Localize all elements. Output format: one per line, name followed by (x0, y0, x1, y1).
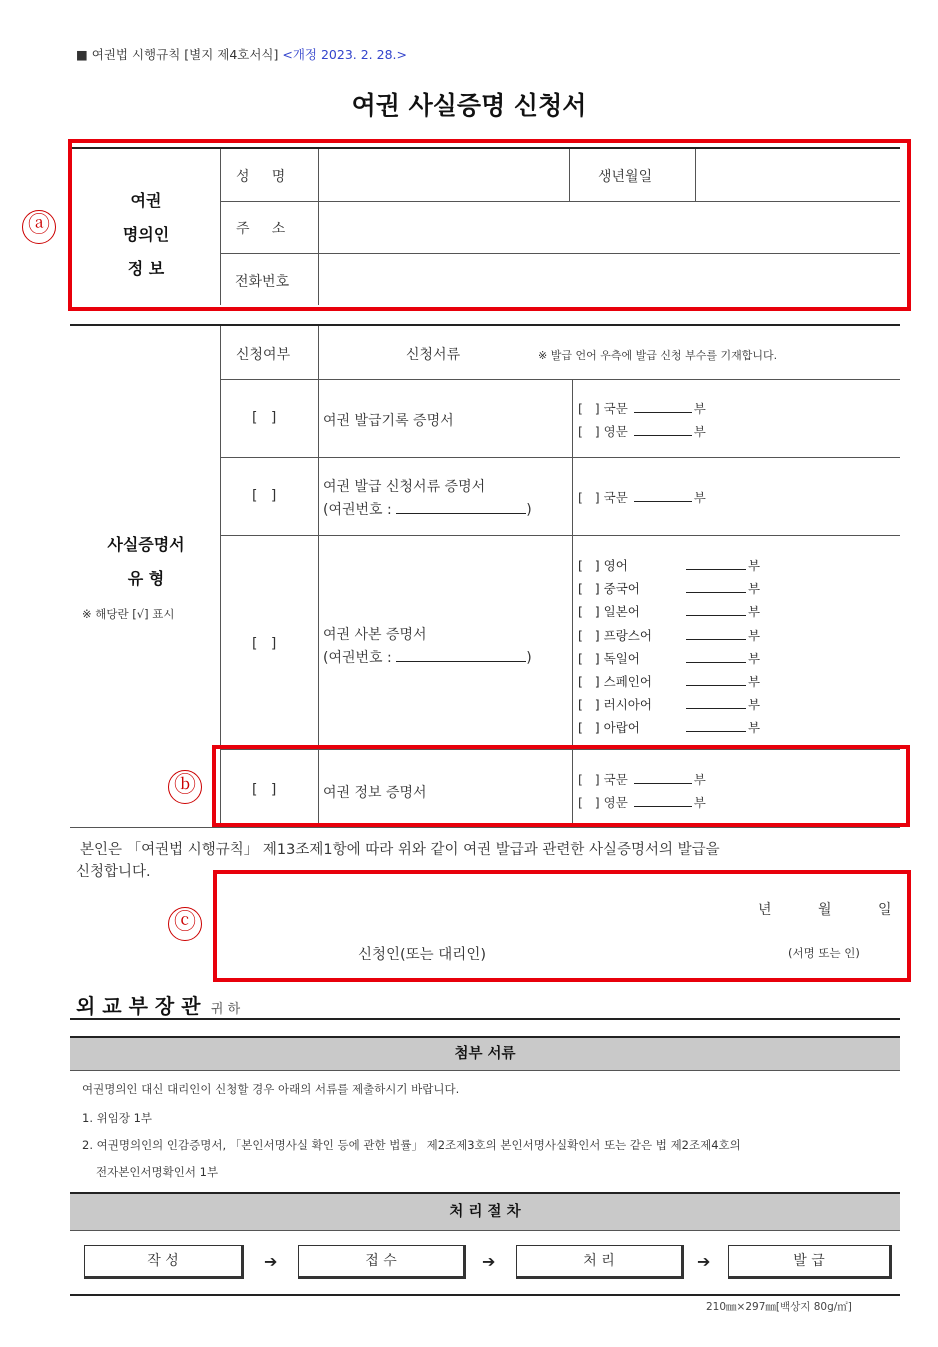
birthdate-label: 생년월일 (598, 169, 653, 185)
marker-b: ⓑ (168, 770, 202, 804)
type-label-line: 사실증명서 (107, 535, 185, 554)
marker-a: ⓐ (22, 210, 56, 244)
step-receive: 접 수 (298, 1245, 466, 1279)
copies-unit: 부 (693, 795, 706, 810)
language-label: [ ] 아랍어 (578, 720, 640, 736)
row-rule (220, 535, 900, 536)
language-label: [ ] 중국어 (578, 581, 640, 597)
apply-checkbox[interactable]: [ ] (252, 636, 277, 652)
form-title: 여권 사실증명 신청서 (351, 91, 587, 120)
language-label: [ ] 스페인어 (578, 674, 652, 690)
copies-unit: 부 (693, 772, 706, 787)
holder-label-line: 명의인 (122, 225, 170, 244)
step-process: 처 리 (516, 1245, 684, 1279)
language-option[interactable] (578, 488, 706, 506)
apply-checkbox[interactable]: [ ] (252, 782, 277, 798)
close-paren: ) (526, 502, 532, 518)
marker-c: ⓒ (168, 907, 202, 941)
highlight-box-b (212, 745, 910, 827)
copies-blank[interactable] (686, 580, 746, 593)
language-label: [ ] 독일어 (578, 650, 640, 666)
language-option[interactable] (578, 716, 760, 739)
apply-checkbox[interactable]: [ ] (252, 488, 277, 504)
copies-unit: 부 (693, 490, 706, 505)
applicant-label: 신청인(또는 대리인) (358, 947, 486, 963)
arrow-icon: ➔ (264, 1252, 278, 1271)
process-header (70, 1192, 900, 1231)
name-label: 성 명 (236, 169, 286, 185)
check-note: ※ 해당란 [√] 표시 (82, 607, 175, 621)
language-label: [ ] 일본어 (578, 604, 640, 620)
paper-spec: 210㎜×297㎜[백상지 80g/㎡] (706, 1301, 852, 1313)
attachments-title: 첨부 서류 (454, 1046, 516, 1062)
copies-unit: 부 (748, 720, 761, 736)
attachments-header (70, 1036, 900, 1071)
addressee-suffix: 귀 하 (210, 1002, 241, 1017)
regulation-reference (76, 45, 407, 63)
day-label: 일 (878, 902, 892, 918)
language-label: [ ] 국문 (578, 490, 628, 505)
passport-number-label: (여권번호 : (323, 502, 392, 518)
attachment-item-continued: 전자본인서명확인서 1부 (96, 1165, 219, 1179)
row-rule (70, 827, 900, 828)
language-label: [ ] 영문 (578, 424, 628, 439)
close-paren: ) (526, 650, 532, 666)
language-option[interactable] (578, 647, 760, 670)
copies-unit: 부 (748, 604, 761, 620)
address-label: 주 소 (236, 221, 286, 237)
copies-blank[interactable] (634, 423, 692, 436)
highlight-box-a (68, 139, 911, 311)
type-section-label (76, 528, 216, 596)
addressee (76, 990, 240, 1019)
language-option[interactable] (578, 693, 760, 716)
row-rule (220, 379, 900, 380)
passport-number-field[interactable] (396, 649, 526, 662)
year-label: 년 (758, 902, 772, 918)
attachment-item: 2. 여권명의인의 인감증명서, 「본인서명사실 확인 등에 관한 법률」 제2조제3호의 본인서명사실확인서 또는 같은 법 제2조제4호의 (82, 1138, 741, 1152)
language-list (578, 554, 760, 740)
month-label: 월 (818, 902, 832, 918)
declaration-line: 신청합니다. (76, 864, 151, 880)
copies-note: ※ 발급 언어 우측에 발급 신청 부수를 기재합니다. (538, 349, 778, 362)
row-rule (220, 457, 900, 458)
copies-blank[interactable] (686, 557, 746, 570)
language-option[interactable] (578, 577, 760, 600)
copies-unit: 부 (748, 674, 761, 690)
language-label: [ ] 프랑스어 (578, 627, 652, 643)
language-option[interactable] (578, 600, 760, 623)
copies-blank[interactable] (686, 627, 746, 640)
apply-column-header: 신청여부 (236, 347, 291, 363)
revision-date: <개정 2023. 2. 28.> (282, 47, 407, 62)
language-label: [ ] 러시아어 (578, 697, 652, 713)
copies-unit: 부 (748, 558, 761, 573)
language-label: [ ] 국문 (578, 772, 628, 787)
apply-checkbox[interactable]: [ ] (252, 410, 277, 426)
copies-blank[interactable] (686, 603, 746, 616)
arrow-icon: ➔ (697, 1252, 711, 1271)
regulation-text: ■ 여권법 시행규칙 [별지 제4호서식] (76, 47, 279, 62)
copies-blank[interactable] (686, 673, 746, 686)
arrow-icon: ➔ (482, 1252, 496, 1271)
section-top-rule (70, 324, 900, 326)
doc-name: 여권 발급기록 증명서 (323, 413, 454, 429)
copies-blank[interactable] (686, 719, 746, 732)
holder-label-line: 정 보 (127, 259, 165, 278)
copies-blank[interactable] (686, 696, 746, 709)
copies-unit: 부 (748, 627, 761, 643)
passport-number-label: (여권번호 : (323, 650, 392, 666)
language-option[interactable] (578, 422, 706, 440)
copies-blank[interactable] (686, 650, 746, 663)
doc-name: 여권 발급 신청서류 증명서 (323, 479, 486, 495)
language-label: [ ] 영어 (578, 558, 628, 573)
type-label-line: 유 형 (127, 569, 165, 588)
passport-number-field[interactable] (396, 501, 526, 514)
phone-label: 전화번호 (235, 274, 290, 290)
copies-blank[interactable] (634, 489, 692, 502)
section-rule (70, 1018, 900, 1020)
holder-label-line: 여권 (130, 191, 162, 210)
passport-number-line (323, 647, 532, 667)
language-option[interactable] (578, 554, 760, 577)
step-write: 작 성 (84, 1245, 244, 1279)
copies-unit: 부 (748, 697, 761, 713)
signature-label: (서명 또는 인) (788, 946, 860, 960)
docs-column-header: 신청서류 (406, 347, 461, 363)
language-label: [ ] 국문 (578, 401, 628, 416)
copies-unit: 부 (693, 401, 706, 416)
bottom-rule (70, 1294, 900, 1296)
addressee-name: 외 교 부 장 관 (76, 994, 201, 1018)
process-title: 처 리 절 차 (449, 1204, 521, 1220)
doc-name: 여권 정보 증명서 (323, 785, 427, 801)
attachment-item: 1. 위임장 1부 (82, 1111, 153, 1125)
language-option[interactable] (578, 670, 760, 693)
copies-unit: 부 (748, 650, 761, 666)
copies-blank[interactable] (634, 400, 692, 413)
doc-name: 여권 사본 증명서 (323, 627, 427, 643)
declaration-line: 본인은 「여권법 시행규칙」 제13조제1항에 따라 위와 같이 여권 발급과 관련한 사실증명서의 발급을 (80, 842, 720, 858)
language-option[interactable] (578, 399, 706, 417)
highlight-box-c (213, 870, 911, 982)
passport-number-line (323, 499, 532, 519)
language-option[interactable] (578, 624, 760, 647)
copies-unit: 부 (693, 424, 706, 439)
step-issue: 발 급 (728, 1245, 892, 1279)
copies-unit: 부 (748, 581, 761, 597)
language-label: [ ] 영문 (578, 795, 628, 810)
attachments-intro: 여권명의인 대신 대리인이 신청할 경우 아래의 서류를 제출하시기 바랍니다. (82, 1082, 460, 1096)
